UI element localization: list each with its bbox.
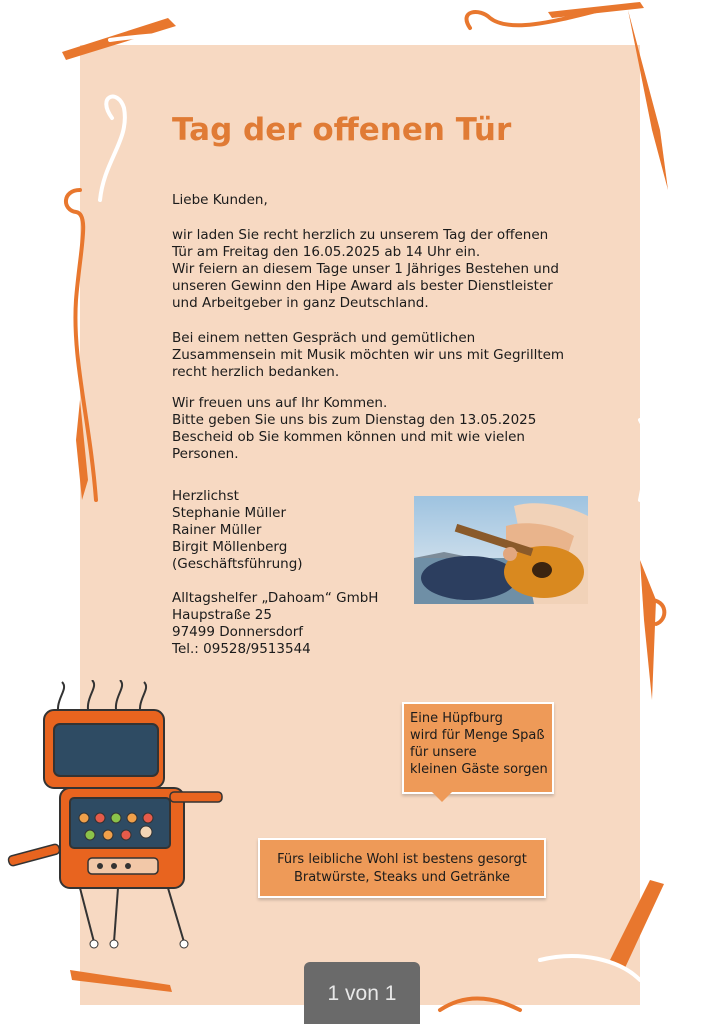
frame-stroke: [640, 560, 656, 700]
paragraph-invitation: wir laden Sie recht herzlich zu unserem Tag der offenen Tür am Freitag den 16.05.2025 ab 14 Uhr ein. Wir feiern an diesem Tage unser 1 Jähriges Bestehen und unseren Gewinn den Hipe Award als bester Dienstleister und Arbeitgeber in ganz Deutschland.: [172, 227, 559, 311]
frame-swirl-white: [640, 420, 647, 500]
paragraph-rsvp: Wir freuen uns auf Ihr Kommen. Bitte geben Sie uns bis zum Dienstag den 13.05.2025 Bescheid ob Sie kommen können und mit wie vielen Personen.: [172, 395, 537, 462]
company-address: Alltagshelfer „Dahoam“ GmbH Haupstraße 25 97499 Donnersdorf Tel.: 09528/9513544: [172, 590, 379, 657]
signature-block: Herzlichst Stephanie Müller Rainer Müller Birgit Möllenberg (Geschäftsführung): [172, 488, 303, 572]
frame-swirl-white: [100, 97, 125, 200]
frame-stroke: [628, 10, 668, 190]
frame-stroke: [70, 970, 172, 992]
page-indicator: 1 von 1: [304, 962, 420, 1024]
callout-tail: [430, 790, 454, 802]
guitar-player-photo: [414, 496, 588, 604]
frame-swirl: [440, 998, 520, 1010]
callout-food: Fürs leibliche Wohl ist bestens gesorgt Bratwürste, Steaks und Getränke: [258, 838, 546, 898]
callout-bouncy-castle: Eine Hüpfburg wird für Menge Spaß für unsere kleinen Gäste sorgen: [402, 702, 554, 794]
greeting: Liebe Kunden,: [172, 192, 268, 208]
paragraph-gathering: Bei einem netten Gespräch und gemütlichen Zusammensein mit Musik möchten wir uns mit Gegrilltem recht herzlich bedanken.: [172, 330, 565, 380]
grill-illustration: [0, 680, 240, 960]
frame-stroke: [610, 880, 664, 970]
page-title: Tag der offenen Tür: [172, 112, 512, 148]
